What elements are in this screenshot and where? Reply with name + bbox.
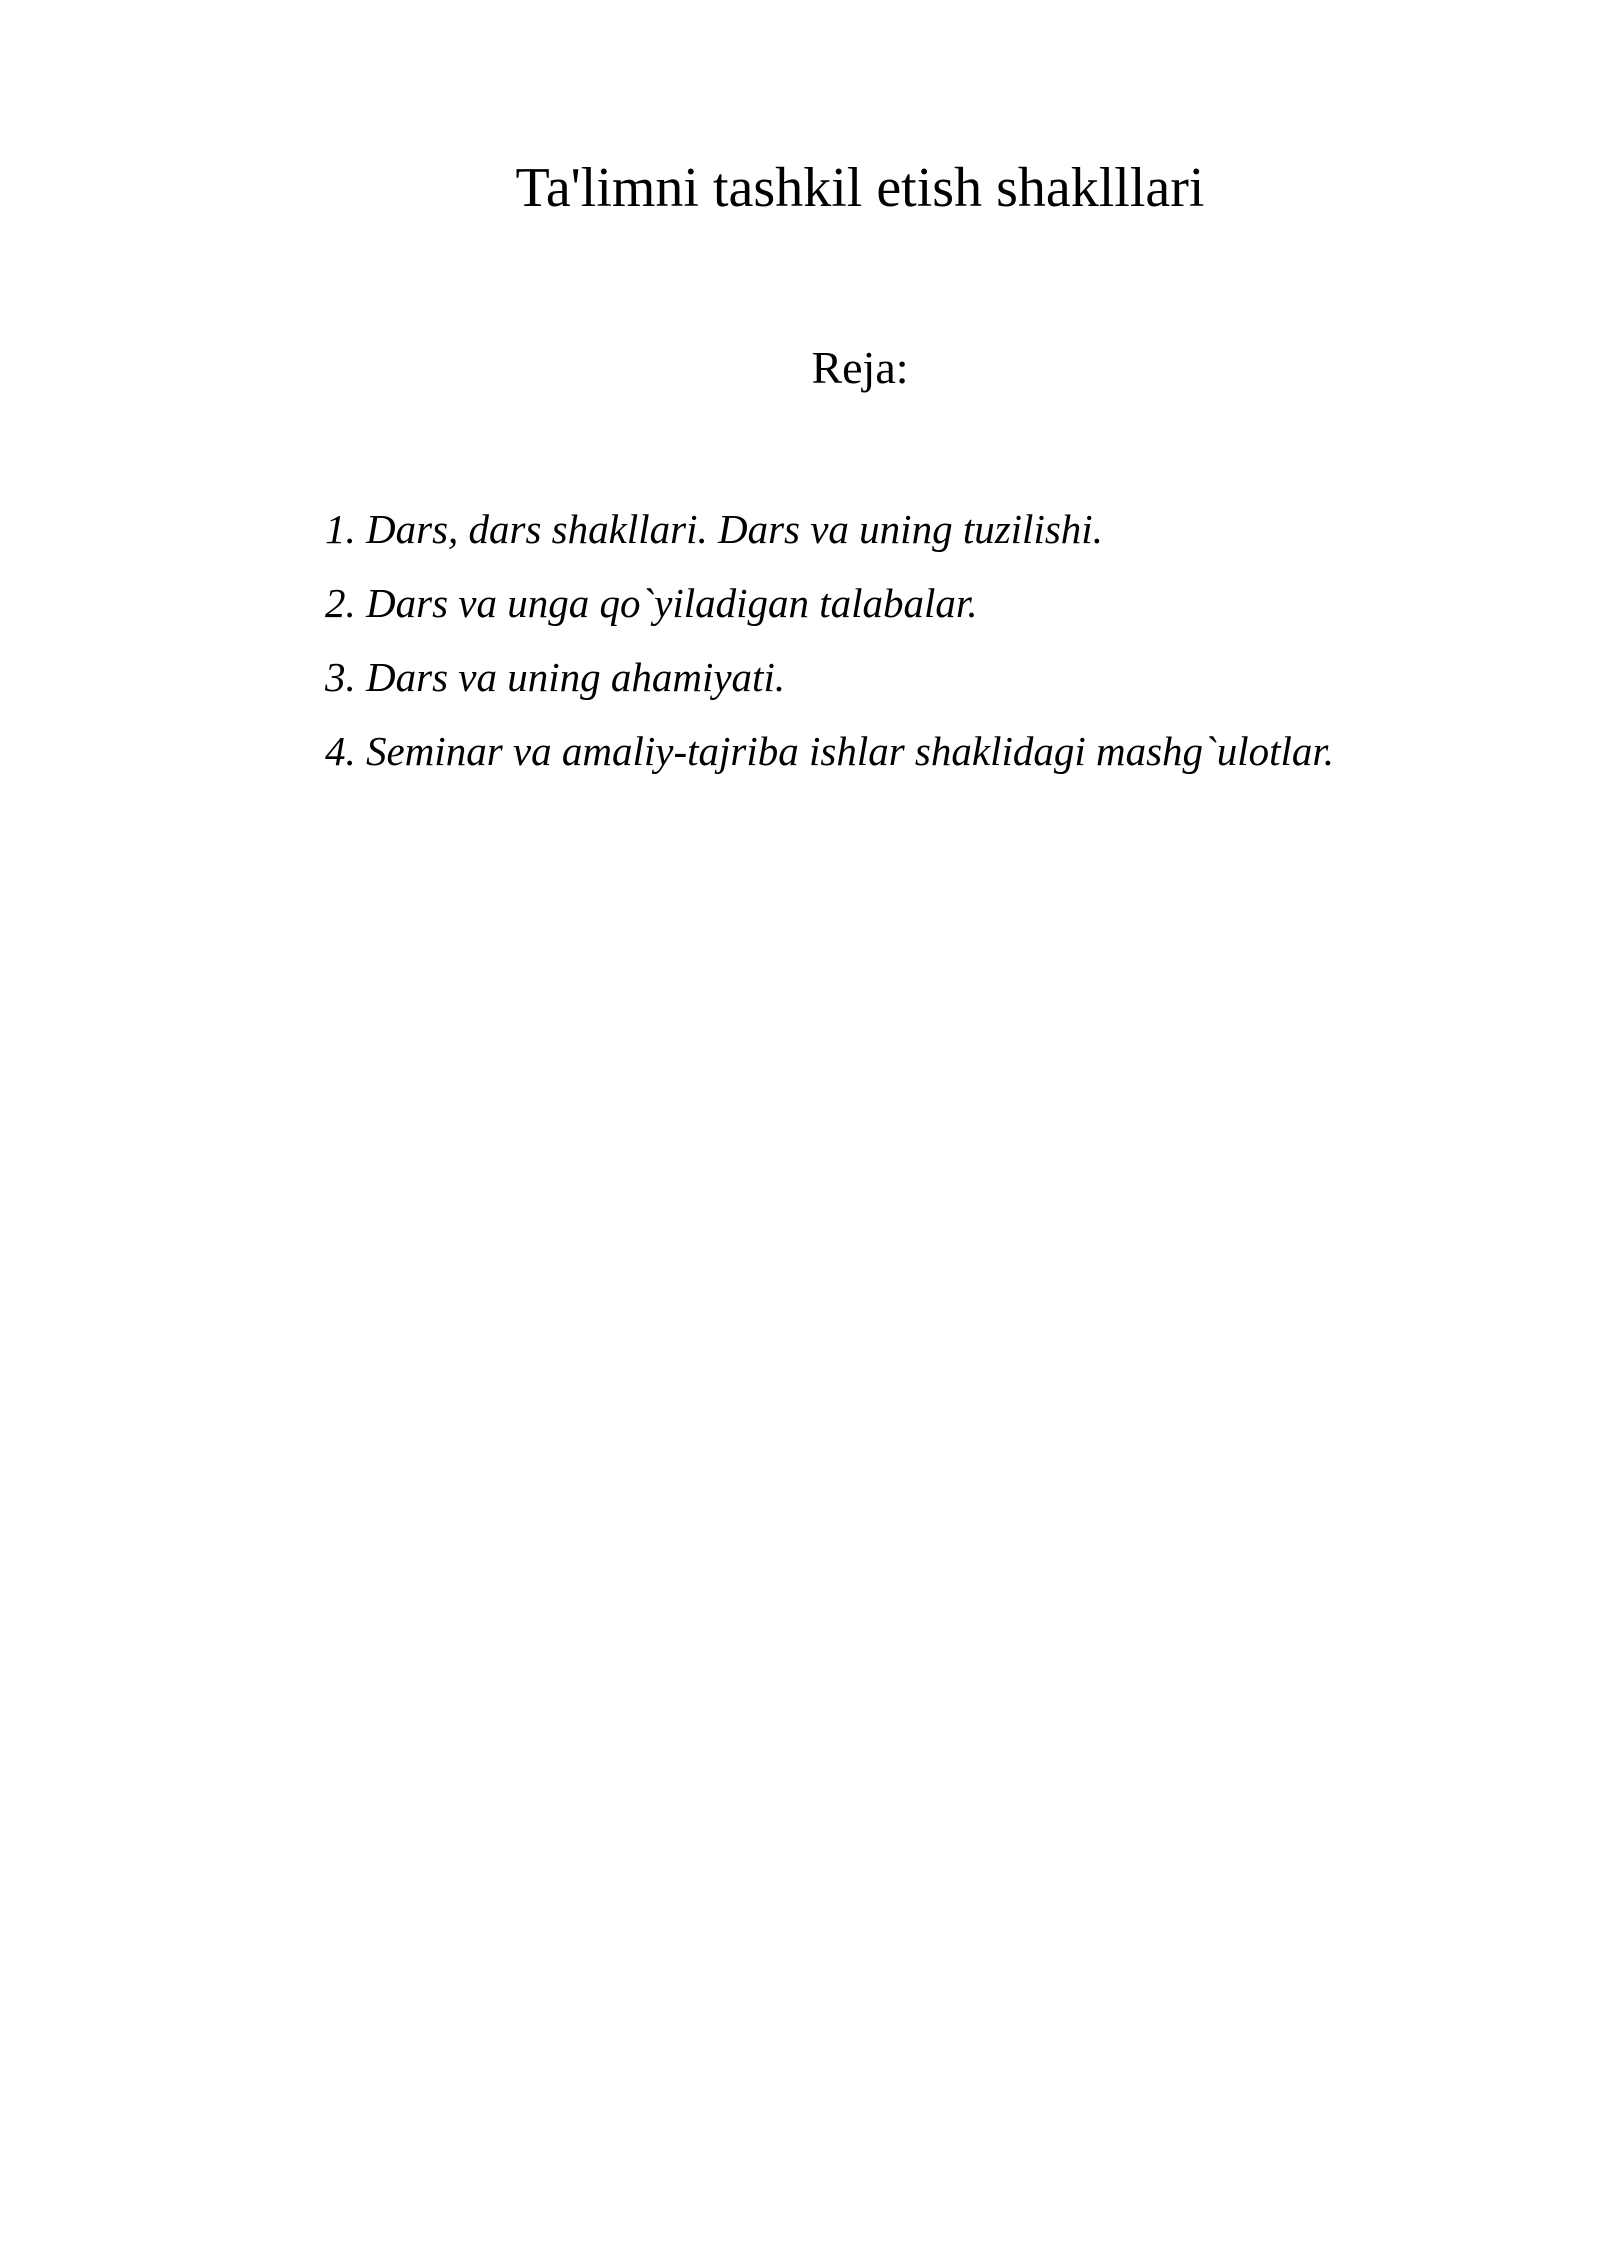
page-title: Ta'limni tashkil etish shaklllari <box>515 157 1205 219</box>
plan-item: 1. Dars, dars shakllari. Dars va uning tuzilishi. <box>325 506 1103 552</box>
plan-item: 3. Dars va uning ahamiyati. <box>325 654 786 700</box>
plan-item: 4. Seminar va amaliy-tajriba ishlar shaklidagi mashg`ulotlar. <box>325 728 1335 774</box>
plan-list <box>325 505 1334 801</box>
plan-item: 2. Dars va unga qo`yiladigan talabalar. <box>325 580 978 626</box>
plan-heading: Reja: <box>811 342 909 393</box>
